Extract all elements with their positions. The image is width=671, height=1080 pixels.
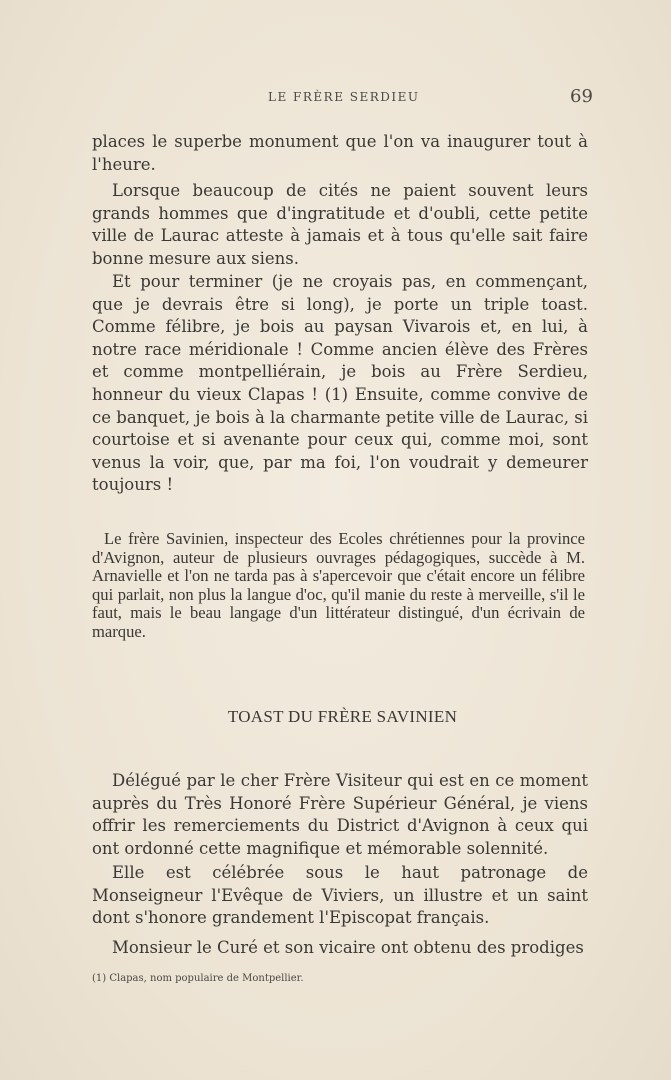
paragraph-savinien-intro: Le frère Savinien, inspecteur des Ecoles chrétiennes pour la province d'Avignon, auteur de plusieurs ouvrages pédagogiques, succède à M. Arnavielle et l'on ne tarda pas à s'apercevoir que c'était encore un félibre qui parlait, non plus la langue d'oc, qu'il manie du reste à merveille, s'il le faut, mais le beau langage d'un littérateur distingué, d'un écrivain de marque. xyxy=(92,529,585,641)
paragraph-patronage: Elle est célébrée sous le haut patronage de Monseigneur l'Evêque de Viviers, un illustre et un saint dont s'honore grandement l'Episcopat français. xyxy=(92,863,588,928)
paragraph-delegue: Délégué par le cher Frère Visiteur qui est en ce moment auprès du Très Honoré Frère Supérieur Général, je viens offrir les remerciements du District d'Avignon à ceux qui ont ordonné cette magnifique et mémorable solennité. xyxy=(92,771,588,858)
paragraph-continuation: places le superbe monument que l'on va inaugurer tout à l'heure. xyxy=(92,132,588,174)
paragraph-cure: Monsieur le Curé et son vicaire ont obtenu des prodiges xyxy=(112,938,584,957)
paragraph-laurac: Lorsque beaucoup de cités ne paient souvent leurs grands hommes que d'ingratitude et d'oubli, cette petite ville de Laurac atteste à jamais et à tous qu'elle sait faire bonne mesure aux siens. xyxy=(92,181,588,268)
running-title: LE FRÈRE SERDIEU xyxy=(268,90,420,104)
footnote: (1) Clapas, nom populaire de Montpellier. xyxy=(92,973,304,984)
section-title: TOAST DU FRÈRE SAVINIEN xyxy=(227,707,458,726)
paragraph-triple-toast: Et pour terminer (je ne croyais pas, en commençant, que je devrais être si long), je porte un triple toast. Comme félibre, je bois au paysan Vivarois et, en lui, à notre race méridionale ! Comme ancien élève des Frères et comme montpelliérain, je bois au Frère Serdieu, honneur du vieux Clapas ! (1) Ensuite, comme convive de ce banquet, je bois à la charmante petite ville de Laurac, si courtoise et si avenante pour ceux qui, comme moi, sont venus la voir, que, par ma foi, l'on voudrait y demeurer toujours ! xyxy=(92,272,588,495)
page-number: 69 xyxy=(570,86,593,107)
